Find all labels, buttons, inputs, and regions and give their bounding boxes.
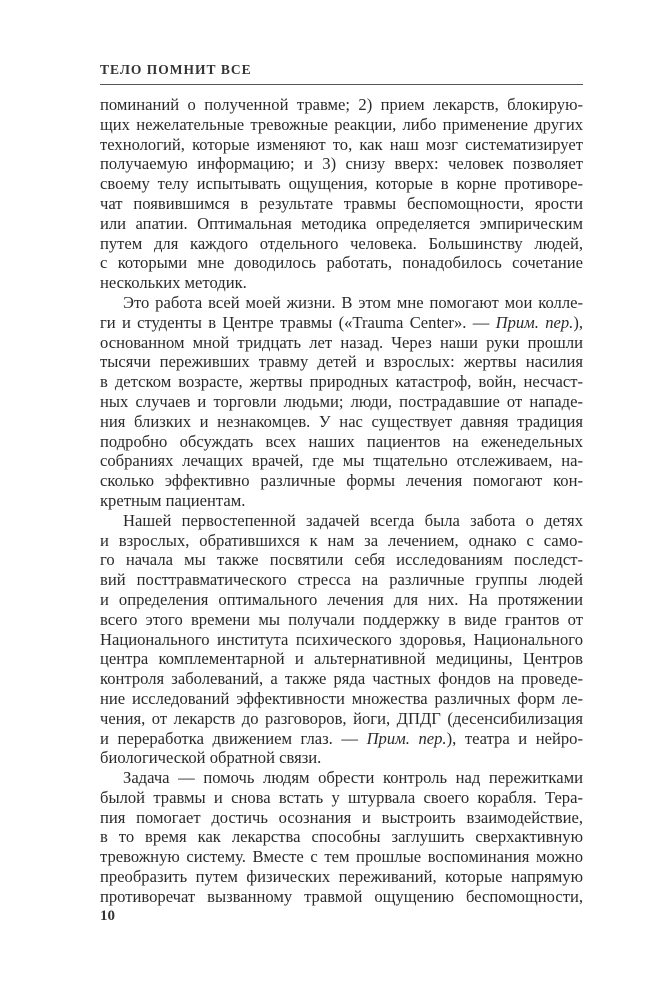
text-line: [100, 511, 583, 531]
text-line: [100, 788, 583, 808]
text-line: [100, 451, 583, 471]
text-segment: чат появившимся в результате травмы беспомощности, ярости: [100, 193, 583, 213]
text-line: [100, 115, 583, 135]
text-segment: центра комплементарной и альтернативной медицины, Центров: [100, 649, 583, 669]
text-line: [100, 669, 583, 689]
text-line: [100, 253, 583, 273]
text-segment: тысячи переживших травму детей и взрослых: жертвы насилия: [100, 352, 583, 372]
text-line: [100, 352, 583, 372]
italic-note: Прим. пер.: [366, 728, 447, 748]
body-text: [100, 95, 583, 907]
text-segment: противоречат вызванному травмой ощущению беспомощности,: [100, 886, 583, 906]
text-segment: пия помогает достичь осознания и выстроить взаимодействие,: [100, 807, 583, 827]
text-segment: Национального института психического здоровья, Национального: [100, 629, 583, 649]
page-number: 10: [100, 908, 115, 924]
text-line: [100, 630, 583, 650]
text-segment: ние исследований эффективности множества различных форм ле-: [100, 688, 583, 708]
text-segment: путем для каждого отдельного человека. Большинству людей,: [100, 233, 583, 253]
text-segment: в детском возрасте, жертвы природных катастроф, войн, несчаст-: [100, 372, 583, 392]
text-segment: получаемую информацию; и 3) снизу вверх: человек позволяет: [100, 154, 583, 174]
text-line: [100, 867, 583, 887]
text-line: [100, 471, 583, 491]
text-line: [100, 649, 583, 669]
text-segment: кретным пациентам.: [100, 490, 246, 510]
text-segment: и переработка движением глаз. —: [100, 728, 367, 748]
text-segment: всего этого времени мы получали поддержку в виде грантов от: [100, 609, 583, 629]
text-line: [100, 313, 583, 333]
text-line: [100, 412, 583, 432]
text-line: [100, 174, 583, 194]
text-line: [100, 135, 583, 155]
text-segment: Это работа всей моей жизни. В этом мне помогают мои колле-: [123, 292, 583, 312]
paragraph: [100, 95, 583, 293]
text-line: [100, 768, 583, 788]
text-line: [100, 550, 583, 570]
text-segment: и определения оптимального лечения для них. На протяжении: [100, 589, 583, 609]
text-segment: поминаний о полученной травме; 2) прием лекарств, блокирую-: [100, 95, 583, 114]
text-line: [100, 293, 583, 313]
text-segment: или апатии. Оптимальная методика определяется эмпирическим: [100, 213, 583, 233]
text-line: [100, 194, 583, 214]
text-segment: ги и студенты в Центре травмы («Trauma Center». —: [100, 312, 496, 332]
text-line: [100, 432, 583, 452]
text-segment: биологической обратной связи.: [100, 748, 322, 768]
text-segment: своему телу испытывать ощущения, которые в корне противоре-: [100, 174, 583, 194]
text-segment: Нашей первостепенной задачей всегда была забота о детях: [123, 510, 583, 530]
header-rule: [100, 84, 583, 85]
text-line: [100, 808, 583, 828]
text-segment: ),: [573, 312, 584, 332]
running-head: ТЕЛО ПОМНИТ ВСЕ: [100, 62, 252, 77]
text-segment: технологий, которые изменяют то, как наш мозг систематизирует: [100, 134, 583, 154]
text-segment: ), театра и нейро-: [446, 728, 583, 748]
text-line: [100, 234, 583, 254]
text-segment: былой травмы и снова встать у штурвала своего корабля. Тера-: [100, 787, 583, 807]
text-segment: тревожную систему. Вместе с тем прошлые воспоминания можно: [100, 847, 583, 867]
text-line: [100, 827, 583, 847]
text-segment: го начала мы также посвятили себя исследованиям последст-: [100, 550, 583, 570]
paragraph: [100, 768, 583, 907]
text-segment: ния близких и незнакомцев. У нас существует давняя традиция: [100, 411, 583, 431]
text-segment: вий посттравматического стресса на различные группы людей: [100, 570, 583, 590]
text-segment: ных случаев и торговли людьми; люди, пострадавшие от нападе-: [100, 391, 583, 411]
text-line: [100, 570, 583, 590]
text-line: [100, 847, 583, 867]
text-segment: щих нежелательные тревожные реакции, либо применение других: [100, 114, 583, 134]
text-line: [100, 531, 583, 551]
text-segment: в то время как лекарства способны заглушить сверхактивную: [100, 827, 583, 847]
text-segment: контроля заболеваний, а также ряда частных фондов на проведе-: [100, 669, 583, 689]
text-segment: преобразить путем физических переживаний, которые напрямую: [100, 867, 583, 887]
text-line: [100, 333, 583, 353]
text-line: [100, 491, 583, 511]
text-segment: и взрослых, обратившихся к нам за лечением, однако с само-: [100, 530, 583, 550]
text-line: [100, 887, 583, 907]
text-line: [100, 610, 583, 630]
text-line: [100, 273, 583, 293]
text-segment: нескольких методик.: [100, 273, 247, 293]
text-line: [100, 154, 583, 174]
paragraph: [100, 511, 583, 768]
text-line: [100, 748, 583, 768]
text-segment: Задача — помочь людям обрести контроль над пережитками: [123, 768, 583, 788]
text-line: [100, 372, 583, 392]
text-segment: с которыми мне доводилось работать, понадобилось сочетание: [100, 253, 583, 273]
text-line: [100, 392, 583, 412]
text-line: [100, 95, 583, 115]
text-line: [100, 689, 583, 709]
text-line: [100, 729, 583, 749]
text-segment: подробно обсуждать всех наших пациентов на еженедельных: [100, 431, 583, 451]
paragraph: [100, 293, 583, 511]
italic-note: Прим. пер.: [495, 312, 574, 332]
text-segment: чения, от лекарств до разговоров, йоги, ДПДГ (десенсибилизация: [100, 708, 583, 728]
text-segment: собраниях лечащих врачей, где мы тщательно отслеживаем, на-: [100, 451, 583, 471]
text-segment: сколько эффективно различные формы лечения помогают кон-: [100, 471, 583, 491]
text-line: [100, 214, 583, 234]
text-line: [100, 709, 583, 729]
text-segment: основанном мной тридцать лет назад. Через наши руки прошли: [100, 332, 583, 352]
text-line: [100, 590, 583, 610]
